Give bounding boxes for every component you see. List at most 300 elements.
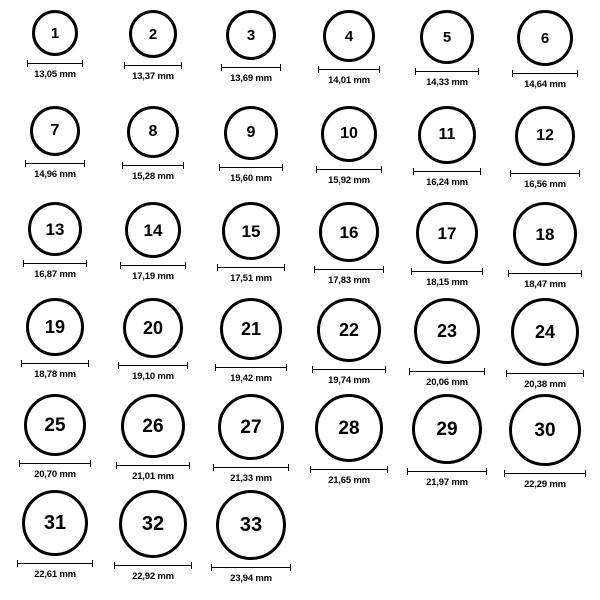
measure-tick-left [21,360,22,367]
measure-line [314,269,384,270]
measure-tick-right [480,168,481,175]
measure-bar-icon [314,266,384,273]
diameter-label: 15,60 mm [230,173,272,184]
measure-bar-icon [318,66,380,73]
ring-size-cell[interactable] [7,394,103,480]
ring-size-cell[interactable] [105,10,201,82]
ring-size-number: 7 [50,122,60,139]
diameter-label: 13,37 mm [132,71,174,82]
diameter-measure [415,68,479,88]
diameter-measure [310,466,388,486]
measure-bar-icon [211,564,291,571]
diameter-label: 16,24 mm [426,177,468,188]
measure-bar-icon [407,468,487,475]
measure-bar-icon [25,160,85,167]
diameter-measure [217,264,285,284]
measure-tick-left [219,164,220,171]
measure-line [17,563,93,564]
measure-tick-left [122,162,123,169]
ring-size-number: 28 [338,417,360,439]
ring-size-number: 32 [141,513,165,535]
diameter-measure [506,370,584,390]
measure-tick-left [124,62,125,69]
measure-line [120,265,186,266]
diameter-label: 18,78 mm [34,369,76,380]
ring-size-number: 13 [45,219,65,239]
ring-size-cell[interactable] [497,10,593,90]
measure-line [413,171,481,172]
ring-size-number: 8 [148,123,158,140]
measure-tick-right [82,60,83,67]
ring-size-number: 21 [240,319,262,339]
measure-line [25,163,85,164]
diameter-label: 17,51 mm [230,273,272,284]
ring-size-number: 11 [438,126,456,143]
measure-bar-icon [504,470,586,477]
ring-circle [121,394,185,458]
measure-bar-icon [409,368,485,375]
measure-tick-left [27,60,28,67]
measure-tick-right [88,360,89,367]
ring-circle [412,394,482,464]
measure-tick-right [484,368,485,375]
diameter-measure [116,462,190,482]
diameter-measure [312,366,386,386]
ring-size-number: 14 [143,220,163,240]
measure-line [310,469,388,470]
ring-size-number: 9 [246,124,256,141]
diameter-label: 13,69 mm [230,73,272,84]
measure-line [409,371,485,372]
ring-size-number: 20 [142,318,164,338]
measure-tick-right [284,264,285,271]
measure-line [27,63,83,64]
ring-size-row [6,490,594,586]
measure-bar-icon [114,562,192,569]
measure-bar-icon [120,262,186,269]
measure-line [118,365,188,366]
ring-size-cell[interactable] [399,394,495,488]
ring-size-cell[interactable] [301,10,397,86]
measure-tick-right [381,166,382,173]
diameter-measure [25,160,85,180]
ring-size-cell[interactable] [497,106,593,190]
ring-size-cell[interactable] [7,202,103,280]
ring-size-number: 19 [44,317,66,337]
measure-tick-left [316,166,317,173]
ring-circle [22,490,88,556]
ring-size-cell[interactable] [105,106,201,182]
measure-tick-right [585,470,586,477]
measure-tick-left [409,368,410,375]
diameter-measure [411,268,483,288]
diameter-label: 23,94 mm [230,573,272,584]
ring-size-row [6,106,594,202]
ring-circle [123,298,183,358]
measure-tick-left [312,366,313,373]
measure-tick-right [379,66,380,73]
ring-size-number: 25 [44,414,66,436]
ring-size-cell[interactable] [105,394,201,482]
diameter-label: 21,97 mm [426,477,468,488]
ring-circle [220,298,282,360]
diameter-label: 20,70 mm [34,469,76,480]
diameter-label: 14,96 mm [34,169,76,180]
diameter-measure [510,170,580,190]
ring-size-cell[interactable] [7,10,103,80]
measure-tick-left [310,466,311,473]
ring-circle [511,298,579,366]
measure-tick-left [25,160,26,167]
measure-tick-right [581,270,582,277]
measure-tick-left [19,460,20,467]
diameter-measure [316,166,382,186]
ring-size-number: 15 [241,221,261,241]
ring-size-cell[interactable] [203,298,299,384]
ring-size-cell[interactable] [301,298,397,386]
diameter-label: 19,10 mm [132,371,174,382]
diameter-measure [19,460,91,480]
ring-size-row [6,298,594,394]
measure-bar-icon [510,170,580,177]
measure-tick-left [510,170,511,177]
measure-tick-left [407,468,408,475]
measure-tick-right [187,362,188,369]
measure-tick-left [217,264,218,271]
diameter-label: 14,33 mm [426,77,468,88]
diameter-measure [114,562,192,582]
diameter-measure [21,360,89,380]
diameter-label: 16,56 mm [524,179,566,190]
measure-bar-icon [512,70,578,77]
measure-line [219,167,283,168]
ring-size-cell[interactable] [497,394,593,490]
diameter-label: 19,74 mm [328,375,370,386]
diameter-label: 17,83 mm [328,275,370,286]
measure-tick-left [508,270,509,277]
diameter-label: 22,92 mm [132,571,174,582]
measure-tick-right [191,562,192,569]
measure-line [116,465,190,466]
measure-tick-right [478,68,479,75]
measure-tick-left [512,70,513,77]
measure-tick-left [413,168,414,175]
ring-circle [127,106,179,158]
ring-circle [119,490,187,558]
measure-tick-right [181,62,182,69]
ring-size-number: 24 [534,322,556,342]
diameter-label: 21,33 mm [230,473,272,484]
diameter-measure [314,266,384,286]
measure-tick-right [86,260,87,267]
ring-size-cell[interactable] [203,202,299,284]
diameter-measure [120,262,186,282]
measure-bar-icon [415,68,479,75]
ring-size-cell[interactable] [399,298,495,388]
ring-size-cell[interactable] [203,394,299,484]
measure-tick-left [211,564,212,571]
ring-size-cell[interactable] [301,394,397,486]
ring-size-number: 18 [535,224,555,244]
measure-tick-right [486,468,487,475]
measure-line [415,71,479,72]
ring-circle [515,106,575,166]
diameter-label: 20,38 mm [524,379,566,390]
measure-tick-left [506,370,507,377]
measure-line [213,467,289,468]
measure-tick-right [290,564,291,571]
ring-circle [224,106,278,160]
measure-bar-icon [312,366,386,373]
diameter-measure [215,364,287,384]
diameter-label: 22,29 mm [524,479,566,490]
diameter-label: 17,19 mm [132,271,174,282]
diameter-measure [213,464,289,484]
measure-tick-left [116,462,117,469]
ring-size-cell[interactable] [105,298,201,382]
measure-tick-left [318,66,319,73]
measure-tick-right [482,268,483,275]
diameter-measure [122,162,184,182]
measure-tick-right [385,366,386,373]
diameter-label: 22,61 mm [34,569,76,580]
measure-bar-icon [23,260,87,267]
ring-size-row [6,10,594,106]
measure-line [318,69,380,70]
ring-size-row [6,394,594,490]
diameter-label: 18,15 mm [426,277,468,288]
measure-tick-left [114,562,115,569]
measure-bar-icon [506,370,584,377]
measure-line [211,567,291,568]
ring-size-cell[interactable] [203,106,299,184]
measure-line [122,165,184,166]
measure-bar-icon [116,462,190,469]
ring-circle [513,202,577,266]
diameter-label: 13,05 mm [34,69,76,80]
measure-tick-left [314,266,315,273]
ring-size-number: 3 [246,26,256,44]
measure-tick-left [213,464,214,471]
measure-line [23,263,87,264]
measure-tick-left [215,364,216,371]
ring-size-cell[interactable] [301,106,397,186]
measure-line [411,271,483,272]
diameter-measure [318,66,380,86]
measure-line [506,373,584,374]
measure-bar-icon [19,460,91,467]
measure-tick-right [383,266,384,273]
ring-size-number: 17 [437,223,457,243]
measure-line [21,363,89,364]
measure-bar-icon [118,362,188,369]
measure-tick-left [17,560,18,567]
ring-circle [226,10,276,60]
measure-bar-icon [217,264,285,271]
diameter-measure [504,470,586,490]
measure-tick-right [189,462,190,469]
ring-circle [317,298,381,362]
ring-size-number: 27 [240,416,262,438]
ring-circle [509,394,581,466]
measure-bar-icon [219,164,283,171]
measure-bar-icon [27,60,83,67]
measure-line [316,169,382,170]
measure-bar-icon [508,270,582,277]
ring-size-cell[interactable] [105,490,201,582]
ring-size-number: 10 [340,125,358,142]
ring-circle [125,202,181,258]
diameter-label: 14,01 mm [328,75,370,86]
ring-circle [315,394,383,462]
measure-line [510,173,580,174]
ring-circle [26,298,84,356]
measure-bar-icon [124,62,182,69]
diameter-label: 15,28 mm [132,171,174,182]
ring-circle [420,10,474,64]
measure-bar-icon [221,64,281,71]
measure-tick-right [577,70,578,77]
ring-size-cell[interactable] [399,202,495,288]
measure-tick-left [120,262,121,269]
ring-circle [323,10,375,62]
ring-size-number: 26 [142,415,164,437]
ring-circle [418,106,476,164]
measure-line [221,67,281,68]
measure-bar-icon [413,168,481,175]
measure-tick-right [286,364,287,371]
measure-tick-right [183,162,184,169]
ring-size-number: 33 [239,514,263,536]
ring-circle [129,10,177,58]
measure-bar-icon [215,364,287,371]
measure-tick-right [84,160,85,167]
measure-tick-right [280,64,281,71]
measure-line [508,273,582,274]
diameter-measure [124,62,182,82]
ring-circle [321,106,377,162]
ring-size-cell[interactable] [399,10,495,88]
measure-line [504,473,586,474]
diameter-measure [512,70,578,90]
ring-circle [319,202,379,262]
ring-size-number: 5 [442,28,452,46]
measure-tick-right [90,460,91,467]
measure-tick-left [118,362,119,369]
measure-bar-icon [21,360,89,367]
measure-tick-left [504,470,505,477]
ring-size-number: 29 [436,418,458,440]
diameter-label: 18,47 mm [524,279,566,290]
measure-tick-right [387,466,388,473]
diameter-label: 20,06 mm [426,377,468,388]
ring-size-cell[interactable] [7,106,103,180]
diameter-measure [508,270,582,290]
ring-size-number: 6 [540,29,550,47]
measure-tick-right [92,560,93,567]
ring-size-number: 23 [436,321,458,341]
diameter-measure [221,64,281,84]
measure-line [407,471,487,472]
ring-size-number: 2 [148,25,158,43]
ring-circle [24,394,86,456]
measure-line [312,369,386,370]
measure-tick-right [583,370,584,377]
ring-circle [30,106,80,156]
ring-circle [216,490,286,560]
diameter-measure [17,560,93,580]
diameter-label: 15,92 mm [328,175,370,186]
ring-circle [414,298,480,364]
ring-size-cell[interactable] [497,202,593,290]
measure-bar-icon [17,560,93,567]
ring-circle [32,10,78,56]
ring-size-cell[interactable] [301,202,397,286]
diameter-measure [409,368,485,388]
diameter-label: 16,87 mm [34,269,76,280]
measure-line [114,565,192,566]
measure-bar-icon [122,162,184,169]
ring-size-cell[interactable] [203,10,299,84]
diameter-measure [211,564,291,584]
diameter-label: 14,64 mm [524,79,566,90]
measure-line [124,65,182,66]
measure-tick-left [415,68,416,75]
ring-circle [517,10,573,66]
diameter-measure [407,468,487,488]
diameter-measure [413,168,481,188]
ring-size-number: 4 [344,27,354,45]
ring-size-cell[interactable] [105,202,201,282]
measure-tick-left [23,260,24,267]
measure-bar-icon [213,464,289,471]
measure-line [215,367,287,368]
diameter-label: 21,65 mm [328,475,370,486]
ring-size-cell[interactable] [7,298,103,380]
measure-bar-icon [411,268,483,275]
measure-tick-right [288,464,289,471]
measure-bar-icon [316,166,382,173]
ring-size-number: 16 [339,222,359,242]
ring-circle [416,202,478,264]
measure-bar-icon [310,466,388,473]
diameter-measure [118,362,188,382]
measure-tick-right [185,262,186,269]
measure-line [19,463,91,464]
measure-line [512,73,578,74]
diameter-measure [219,164,283,184]
ring-size-row [6,202,594,298]
diameter-label: 21,01 mm [132,471,174,482]
diameter-measure [27,60,83,80]
ring-size-number: 1 [50,24,60,42]
measure-tick-left [411,268,412,275]
measure-tick-right [579,170,580,177]
ring-size-cell[interactable] [399,106,495,188]
diameter-label: 19,42 mm [230,373,272,384]
measure-tick-left [221,64,222,71]
ring-size-cell[interactable] [497,298,593,390]
ring-circle [222,202,280,260]
ring-size-number: 12 [536,127,554,144]
ring-size-cell[interactable] [7,490,103,580]
ring-circle [218,394,284,460]
ring-size-number: 31 [43,512,67,534]
measure-line [217,267,285,268]
ring-circle [28,202,82,256]
diameter-measure [23,260,87,280]
ring-size-cell[interactable] [203,490,299,584]
